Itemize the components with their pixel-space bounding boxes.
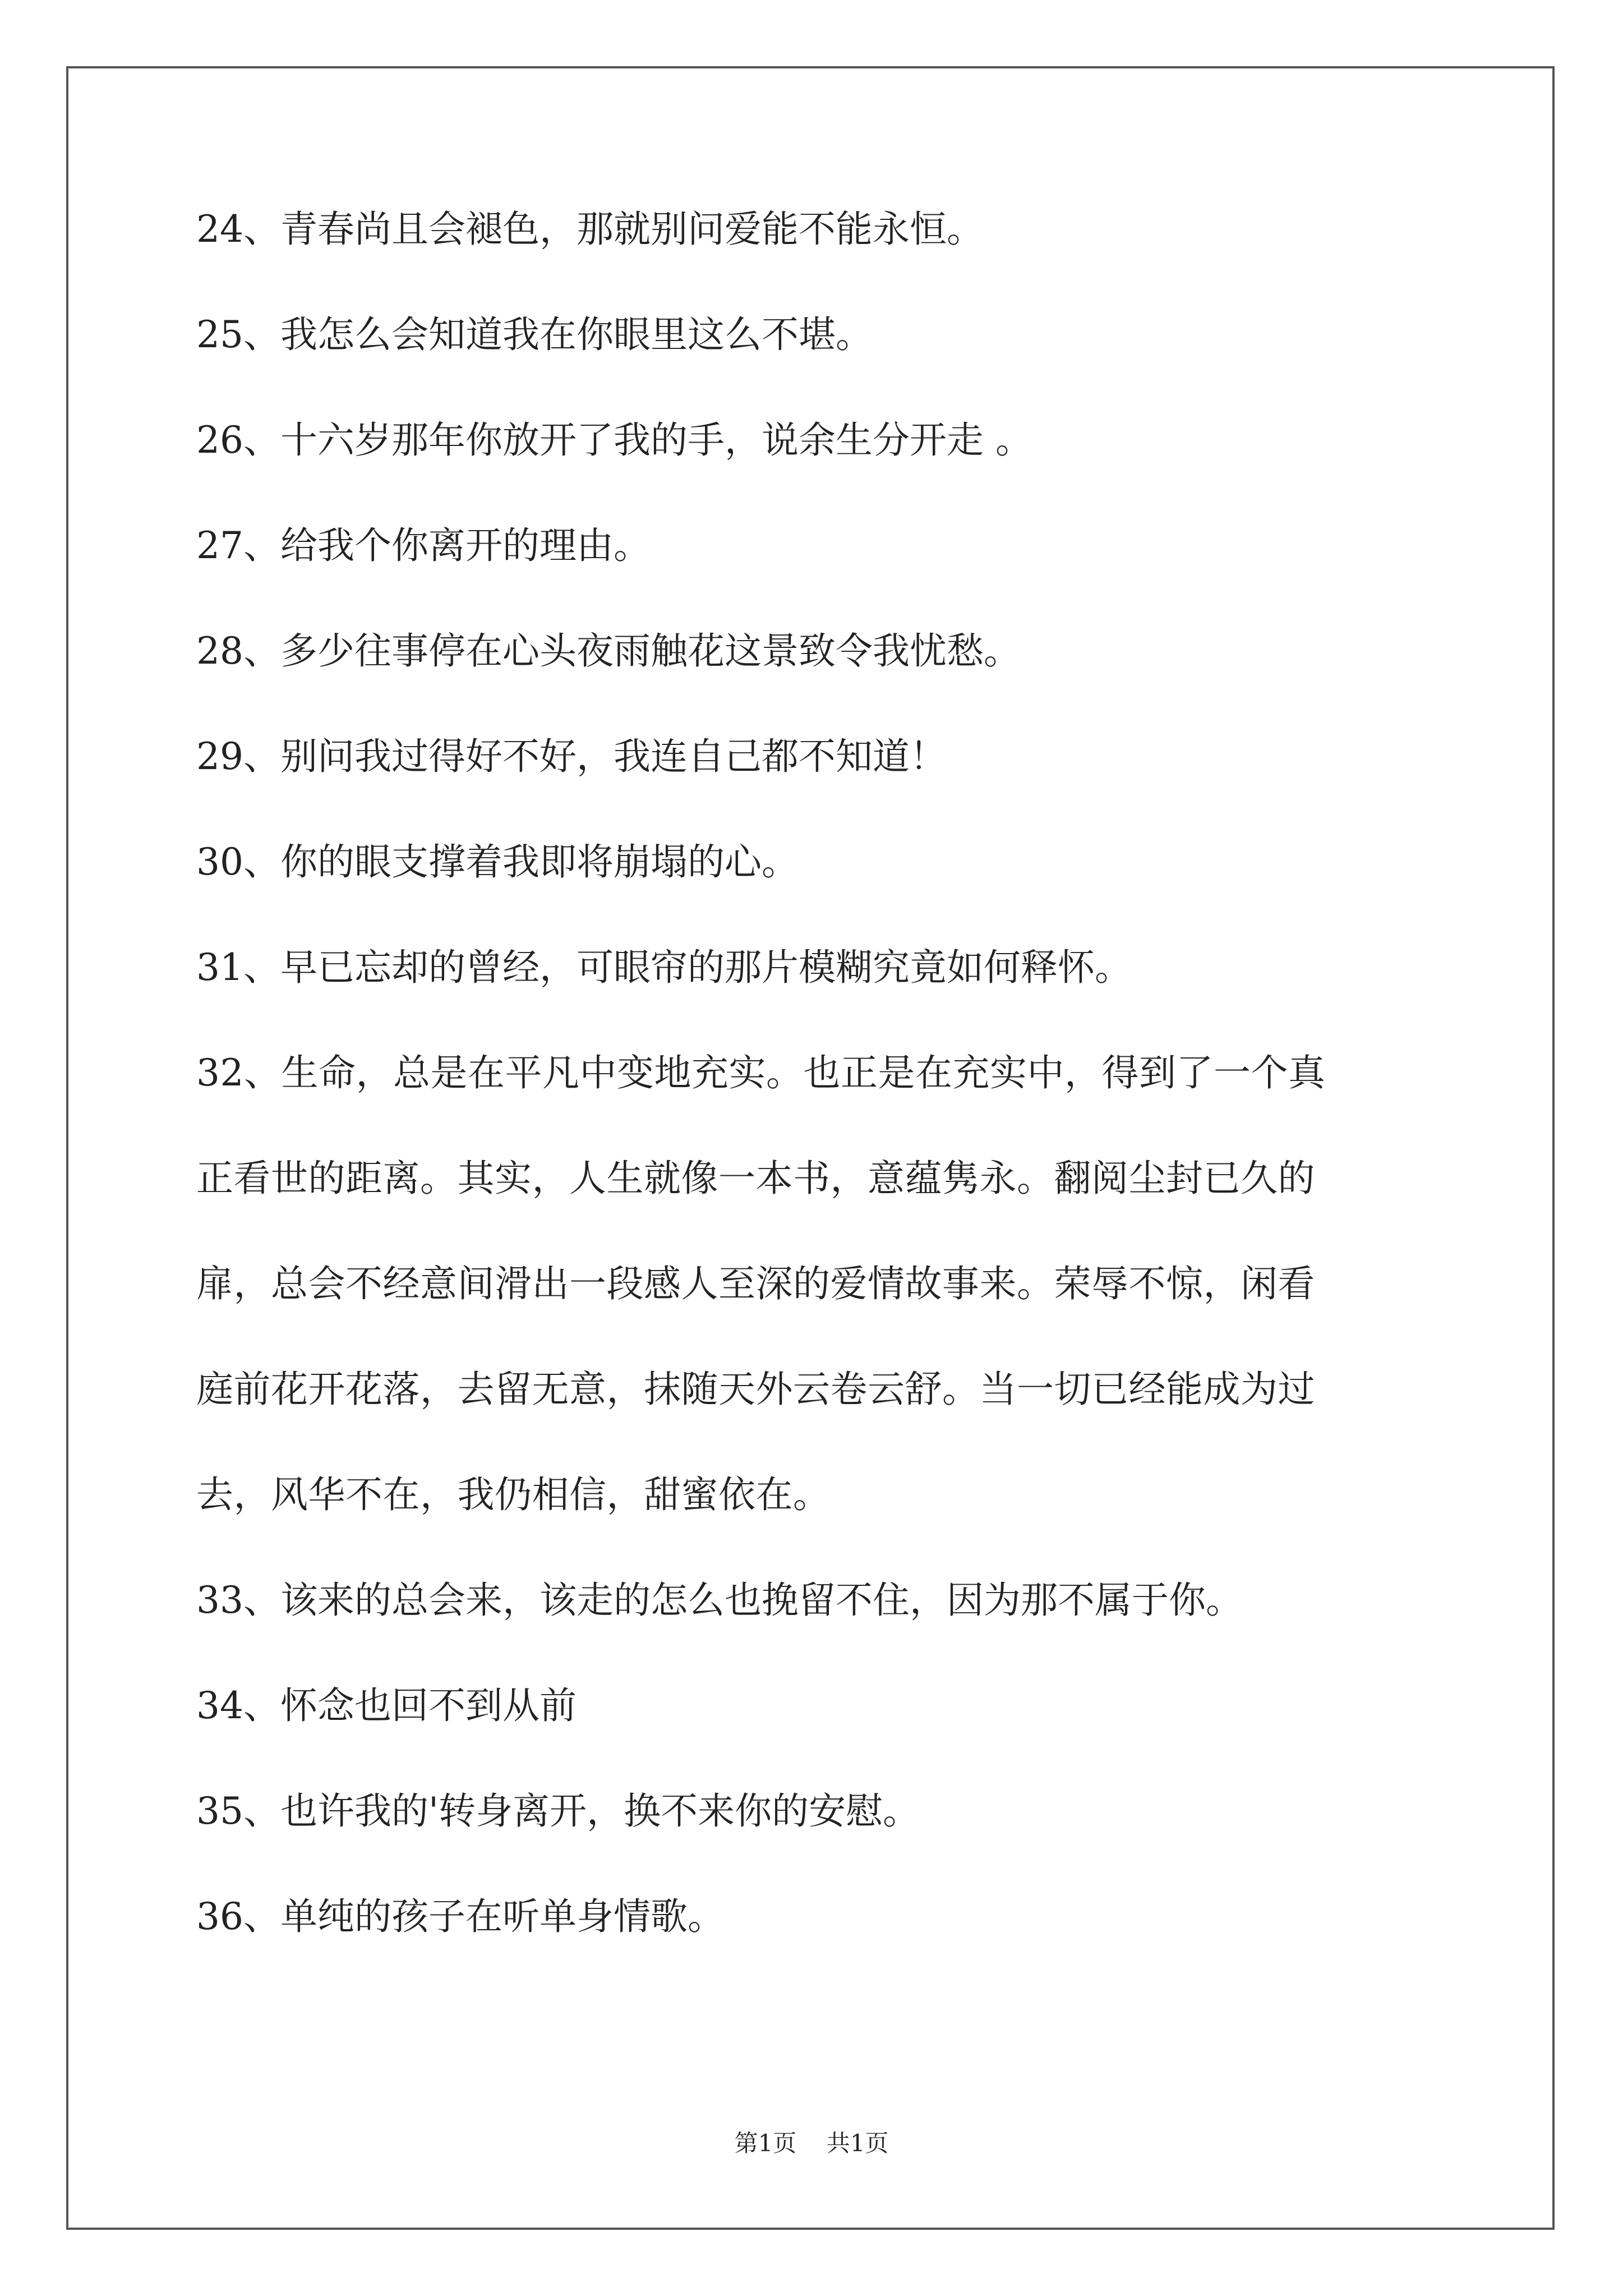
paragraph-32-line-2: 正看世的距离。其实，人生就像一本书，意蕴隽永。翻阅尘封已久的: [196, 1157, 1315, 1200]
text-line-31: 31、早已忘却的曾经，可眼帘的那片模糊究竟如何释怀。: [196, 946, 1132, 989]
page-number: 第1页: [734, 2129, 797, 2157]
document-body: [196, 205, 1433, 1998]
text-line-36: 36、单纯的孩子在听单身情歌。: [196, 1895, 725, 1938]
page-total: 共1页: [826, 2129, 889, 2157]
text-line-25: 25、我怎么会知道我在你眼里这么不堪。: [196, 313, 873, 356]
text-line-33: 33、该来的总会来，该走的怎么也挽留不住，因为那不属于你。: [196, 1579, 1243, 1622]
paragraph-32-line-4: 庭前花开花落，去留无意，抹随天外云卷云舒。当一切已经能成为过: [196, 1368, 1315, 1411]
text-line-35: 35、也许我的'转身离开，换不来你的安慰。: [196, 1789, 920, 1833]
text-line-29: 29、别问我过得好不好，我连自己都不知道！: [196, 735, 947, 778]
page-footer: [0, 2125, 1623, 2159]
text-line-26: 26、十六岁那年你放开了我的手，说余生分开走 。: [196, 418, 1032, 462]
paragraph-32: [196, 1048, 1433, 1520]
paragraph-32-line-3: 扉，总会不经意间滑出一段感人至深的爱情故事来。荣辱不惊，闲看: [196, 1262, 1315, 1305]
text-line-27: 27、给我个你离开的理由。: [196, 524, 651, 567]
text-line-24: 24、青春尚且会褪色，那就别问爱能不能永恒。: [196, 208, 984, 251]
text-line-34: 34、怀念也回不到从前: [196, 1684, 577, 1727]
text-line-30: 30、你的眼支撑着我即将崩塌的心。: [196, 840, 799, 884]
paragraph-32-line-1: 32、生命，总是在平凡中变地充实。也正是在充实中，得到了一个真: [196, 1051, 1326, 1094]
paragraph-32-line-5: 去，风华不在，我仍相信，甜蜜依在。: [196, 1473, 831, 1516]
text-line-28: 28、多少往事停在心头夜雨触花这景致令我忧愁。: [196, 629, 1021, 673]
